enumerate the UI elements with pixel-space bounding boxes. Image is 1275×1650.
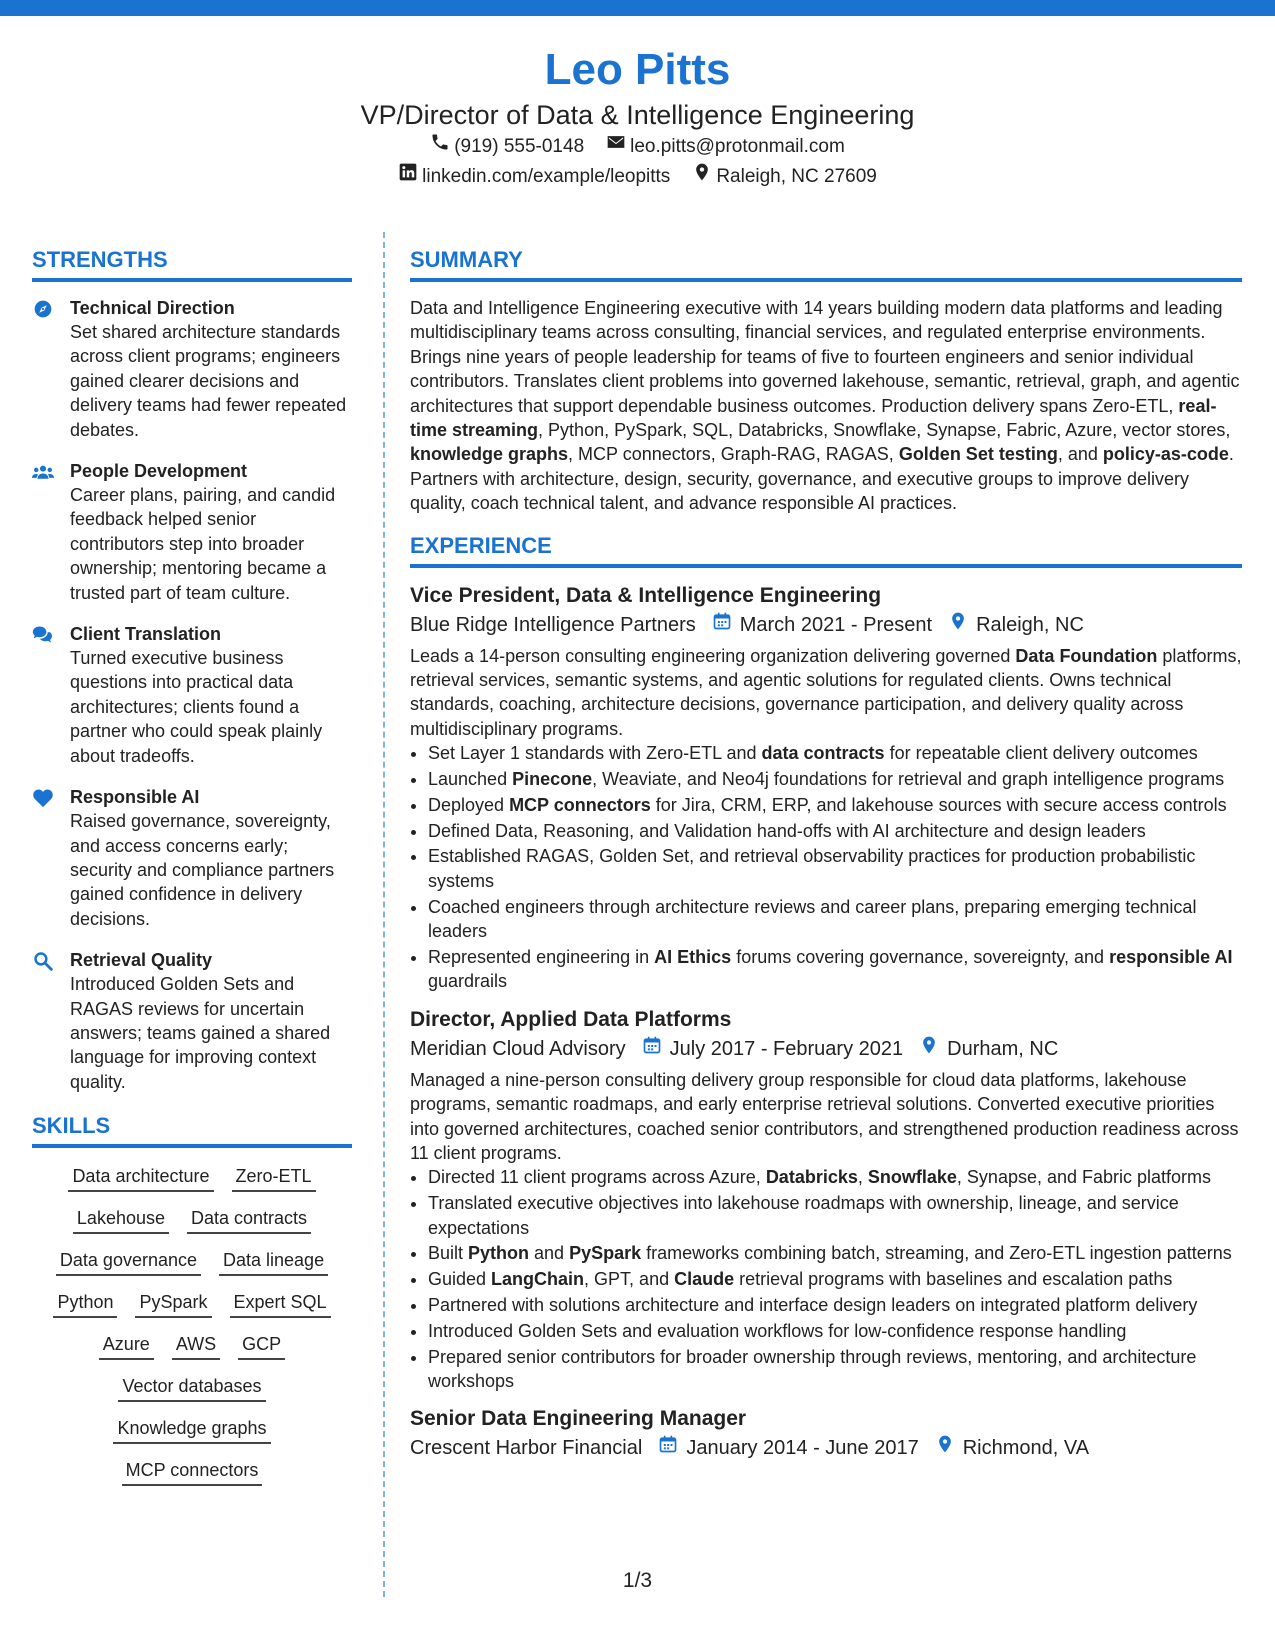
bold-text: knowledge graphs bbox=[410, 444, 569, 465]
candidate-name: Leo Pitts bbox=[544, 45, 731, 94]
text-run: , Weaviate, and Neo4j foundations for retrieval and graph intelligence programs bbox=[592, 769, 1225, 790]
strength-title: Responsible AI bbox=[70, 787, 200, 808]
skill-tag: Python bbox=[53, 1288, 117, 1318]
text-run: for Jira, CRM, ERP, and lakehouse sources with secure access controls bbox=[650, 794, 1227, 815]
job-meta bbox=[410, 610, 1242, 640]
skill-tag: Expert SQL bbox=[230, 1288, 331, 1318]
strength-title: Technical Direction bbox=[70, 298, 235, 318]
strength-description: Raised governance, sovereignty, and access concerns early; security and compliance partners gained confidence in delivery decisions. bbox=[70, 811, 335, 929]
bullet-item bbox=[428, 767, 1242, 791]
strength-body bbox=[70, 785, 352, 931]
strength-item bbox=[32, 459, 352, 605]
bullet-item bbox=[428, 1191, 1242, 1240]
bold-text: Pinecone bbox=[512, 769, 593, 790]
skill-tag: AWS bbox=[172, 1330, 220, 1360]
bullet-item bbox=[428, 1293, 1242, 1317]
job-description bbox=[410, 644, 1242, 742]
text-run: forums covering governance, sovereignty, and bbox=[731, 946, 1110, 967]
search-icon bbox=[32, 948, 56, 1094]
map-pin-icon bbox=[692, 162, 712, 192]
strength-description: Introduced Golden Sets and RAGAS reviews for uncertain answers; teams gained a shared language for improving context quality. bbox=[70, 974, 331, 1092]
skill-tag: Data lineage bbox=[219, 1246, 328, 1276]
calendar-icon bbox=[712, 610, 732, 640]
map-pin-icon bbox=[948, 610, 968, 640]
job-bullets bbox=[410, 1165, 1242, 1393]
job-location bbox=[948, 610, 1084, 640]
skill-row bbox=[32, 1162, 352, 1192]
skills-list bbox=[32, 1162, 352, 1486]
strength-title: Retrieval Quality bbox=[70, 950, 213, 971]
bullet-item bbox=[428, 741, 1242, 765]
text-run: Set Layer 1 standards with Zero-ETL and bbox=[428, 743, 762, 764]
text-run: Leads a 14-person consulting engineering organization delivering governed bbox=[410, 645, 1016, 666]
resume-header bbox=[0, 44, 1275, 192]
text-run: , GPT, and bbox=[584, 1269, 675, 1290]
bold-text: Databricks bbox=[765, 1167, 858, 1188]
bullet-item bbox=[428, 844, 1242, 893]
bold-text: real-time streaming bbox=[410, 395, 1217, 441]
text-run: Defined Data, Reasoning, and Validation hand-offs with AI architecture and design leaders bbox=[428, 820, 1146, 841]
contact-row-2 bbox=[0, 162, 1275, 192]
strength-body bbox=[70, 948, 352, 1094]
linkedin-icon bbox=[398, 162, 418, 192]
bullet-item bbox=[428, 819, 1242, 843]
email-text: leo.pitts@protonmail.com bbox=[630, 136, 845, 157]
column-divider bbox=[383, 232, 385, 1597]
bullet-item bbox=[428, 793, 1242, 817]
bold-text: MCP connectors bbox=[509, 794, 651, 815]
job-company: Blue Ridge Intelligence Partners bbox=[410, 613, 696, 636]
strength-description: Turned executive business questions into practical data architectures; clients found a partner who could speak plainly about tradeoffs. bbox=[70, 648, 323, 766]
text-run: , bbox=[857, 1167, 868, 1188]
strength-item bbox=[32, 785, 352, 931]
text-run: Directed 11 client programs across Azure, bbox=[428, 1167, 766, 1188]
left-column bbox=[32, 246, 352, 1498]
skill-row bbox=[32, 1330, 352, 1360]
text-run: and bbox=[529, 1243, 570, 1264]
job-location bbox=[919, 1034, 1058, 1064]
bold-text: PySpark bbox=[569, 1243, 642, 1264]
summary-heading: SUMMARY bbox=[410, 246, 1242, 282]
skill-row bbox=[32, 1456, 352, 1486]
bullet-item bbox=[428, 1345, 1242, 1394]
skill-tag: Zero-ETL bbox=[232, 1162, 316, 1192]
text-run: , MCP connectors, Graph-RAG, RAGAS, bbox=[568, 444, 899, 465]
job-title: Director, Applied Data Platforms bbox=[410, 1007, 732, 1031]
text-run: for repeatable client delivery outcomes bbox=[884, 743, 1198, 764]
map-pin-icon bbox=[935, 1433, 955, 1463]
right-column bbox=[410, 246, 1242, 1475]
bold-text: AI Ethics bbox=[654, 946, 732, 967]
skill-tag: Data contracts bbox=[187, 1204, 311, 1234]
job-dates bbox=[712, 610, 932, 640]
heart-icon bbox=[32, 785, 56, 931]
job-company: Crescent Harbor Financial bbox=[410, 1437, 643, 1460]
skill-row bbox=[32, 1246, 352, 1276]
linkedin-contact[interactable] bbox=[398, 162, 670, 192]
top-accent-bar bbox=[0, 0, 1275, 16]
job-description bbox=[410, 1068, 1242, 1166]
strength-title: People Development bbox=[70, 461, 248, 482]
calendar-icon bbox=[642, 1034, 662, 1064]
skill-tag: Azure bbox=[99, 1330, 154, 1360]
text-run: , and bbox=[1057, 444, 1103, 465]
location-text: Raleigh, NC 27609 bbox=[716, 166, 877, 187]
strength-description: Set shared architecture standards across client programs; engineers gained clearer decisions and delivery teams had fewer repeated debates. bbox=[70, 322, 347, 440]
skill-tag: MCP connectors bbox=[122, 1456, 263, 1486]
skill-tag: Knowledge graphs bbox=[113, 1414, 270, 1444]
job-title: Senior Data Engineering Manager bbox=[410, 1407, 747, 1431]
skill-tag: PySpark bbox=[135, 1288, 211, 1318]
bold-text: Data Foundation bbox=[1015, 645, 1158, 666]
job-dates bbox=[642, 1034, 903, 1064]
bold-text: Python bbox=[468, 1243, 530, 1264]
bullet-item bbox=[428, 895, 1242, 944]
job-company: Meridian Cloud Advisory bbox=[410, 1037, 626, 1060]
job-location bbox=[935, 1433, 1089, 1463]
bold-text: LangChain bbox=[491, 1269, 585, 1290]
job-dates bbox=[658, 1433, 918, 1463]
text-run: Data and Intelligence Engineering executive with 14 years building modern data platforms and leading multidisciplinary teams across consulting, financial services, and regulated enterprise environments. Brings nine years of people leadership for teams of five to fourteen engineers and senior individual contributors. Translates client problems into governed lakehouse, semantic, retrieval, graph, and agentic architectures that support dependable business outcomes. Production delivery spans Zero-ETL, bbox=[410, 298, 1240, 416]
bullet-item bbox=[428, 1241, 1242, 1265]
experience-list bbox=[410, 582, 1242, 1464]
bold-text: Golden Set testing bbox=[898, 444, 1058, 465]
map-pin-icon bbox=[919, 1034, 939, 1064]
strength-item bbox=[32, 622, 352, 768]
text-run: retrieval programs with baselines and escalation paths bbox=[734, 1269, 1173, 1290]
job-entry bbox=[410, 1006, 1242, 1394]
text-run: , Python, PySpark, SQL, Databricks, Snowflake, Synapse, Fabric, Azure, vector stores, bbox=[538, 420, 1231, 441]
strength-body bbox=[70, 622, 352, 768]
phone-contact bbox=[430, 132, 584, 162]
linkedin-text: linkedin.com/example/leopitts bbox=[422, 166, 671, 187]
strengths-list bbox=[32, 296, 352, 1094]
compass-icon bbox=[32, 296, 56, 442]
text-run: Represented engineering in bbox=[428, 946, 655, 967]
skill-row bbox=[32, 1372, 352, 1402]
text-run: Built bbox=[428, 1243, 469, 1264]
text-run: . Partners with architecture, design, security, governance, and executive groups to improve delivery quality, coach technical talent, and advance responsible AI practices. bbox=[410, 444, 1234, 514]
job-dates-text: January 2014 - June 2017 bbox=[686, 1437, 919, 1460]
text-run: Established RAGAS, Golden Set, and retrieval observability practices for production probabilistic systems bbox=[428, 846, 1196, 891]
text-run: Translated executive objectives into lakehouse roadmaps with ownership, lineage, and service expectations bbox=[428, 1193, 1179, 1238]
text-run: Introduced Golden Sets and evaluation workflows for low-confidence response handling bbox=[428, 1320, 1127, 1341]
bullet-item bbox=[428, 1267, 1242, 1291]
skill-row bbox=[32, 1414, 352, 1444]
job-dates-text: July 2017 - February 2021 bbox=[669, 1037, 904, 1060]
bullet-item bbox=[428, 945, 1242, 994]
text-run: Deployed bbox=[428, 794, 510, 815]
phone-icon bbox=[430, 132, 450, 162]
skill-tag: Data governance bbox=[56, 1246, 201, 1276]
job-location-text: Raleigh, NC bbox=[976, 613, 1084, 636]
text-run: , Synapse, and Fabric platforms bbox=[956, 1167, 1212, 1188]
users-icon bbox=[32, 459, 56, 605]
strength-body bbox=[70, 459, 352, 605]
text-run: Partnered with solutions architecture and interface design leaders on integrated platform delivery bbox=[428, 1294, 1198, 1315]
job-bullets bbox=[410, 741, 1242, 993]
page-number: 1/3 bbox=[622, 1569, 653, 1592]
bold-text: data contracts bbox=[761, 743, 885, 764]
job-title: Vice President, Data & Intelligence Engineering bbox=[410, 583, 882, 607]
bold-text: policy-as-code bbox=[1102, 444, 1229, 465]
chat-icon bbox=[32, 622, 56, 768]
job-meta bbox=[410, 1034, 1242, 1064]
text-run: Guided bbox=[428, 1269, 492, 1290]
strength-description: Career plans, pairing, and candid feedback helped senior contributors step into broader ownership; mentoring became a trusted part of team culture. bbox=[70, 485, 336, 603]
skill-tag: Vector databases bbox=[118, 1372, 265, 1402]
strength-title: Client Translation bbox=[70, 624, 222, 645]
contact-row-1 bbox=[0, 132, 1275, 162]
job-location-text: Richmond, VA bbox=[962, 1437, 1090, 1460]
phone-text: (919) 555-0148 bbox=[454, 136, 585, 157]
bullet-item bbox=[428, 1165, 1242, 1189]
text-run: guardrails bbox=[428, 971, 508, 992]
skill-row bbox=[32, 1288, 352, 1318]
job-entry bbox=[410, 582, 1242, 994]
bold-text: Snowflake bbox=[867, 1167, 957, 1188]
skill-tag: Data architecture bbox=[68, 1162, 213, 1192]
text-run: Coached engineers through architecture reviews and career plans, preparing emerging technical leaders bbox=[428, 896, 1197, 942]
strength-body bbox=[70, 296, 352, 442]
summary-text bbox=[410, 296, 1242, 516]
calendar-icon bbox=[658, 1433, 678, 1463]
candidate-title: VP/Director of Data & Intelligence Engineering bbox=[360, 100, 915, 130]
bullet-item bbox=[428, 1319, 1242, 1343]
bold-text: responsible AI bbox=[1109, 946, 1233, 967]
text-run: platforms, retrieval services, semantic systems, and agentic solutions for regulated clients. Owns technical standards, coaching, architecture decisions, governance participation, and delivery quality across multidisciplinary programs. bbox=[410, 645, 1242, 739]
location-contact bbox=[692, 162, 877, 192]
envelope-icon bbox=[606, 132, 626, 162]
text-run: Prepared senior contributors for broader ownership through reviews, mentoring, and architecture workshops bbox=[428, 1346, 1197, 1391]
strength-item bbox=[32, 948, 352, 1094]
experience-heading: EXPERIENCE bbox=[410, 532, 1242, 568]
skill-tag: Lakehouse bbox=[73, 1204, 169, 1234]
bold-text: Claude bbox=[674, 1269, 735, 1290]
text-run: Launched bbox=[428, 769, 513, 790]
skills-heading: SKILLS bbox=[32, 1112, 352, 1148]
job-entry bbox=[410, 1405, 1242, 1463]
skill-tag: GCP bbox=[238, 1330, 285, 1360]
strength-item bbox=[32, 296, 352, 442]
job-dates-text: March 2021 - Present bbox=[739, 613, 933, 636]
skill-row bbox=[32, 1204, 352, 1234]
text-run: Managed a nine-person consulting delivery group responsible for cloud data platforms, lakehouse programs, semantic roadmaps, and early enterprise retrieval solutions. Converted executive priorities into governed architectures, coached senior contributors, and strengthened production readiness across 11 client programs. bbox=[410, 1069, 1239, 1163]
email-contact[interactable] bbox=[606, 132, 845, 162]
strengths-heading: STRENGTHS bbox=[32, 246, 352, 282]
job-location-text: Durham, NC bbox=[947, 1037, 1059, 1060]
text-run: frameworks combining batch, streaming, and Zero-ETL ingestion patterns bbox=[641, 1243, 1232, 1264]
job-meta bbox=[410, 1433, 1242, 1463]
